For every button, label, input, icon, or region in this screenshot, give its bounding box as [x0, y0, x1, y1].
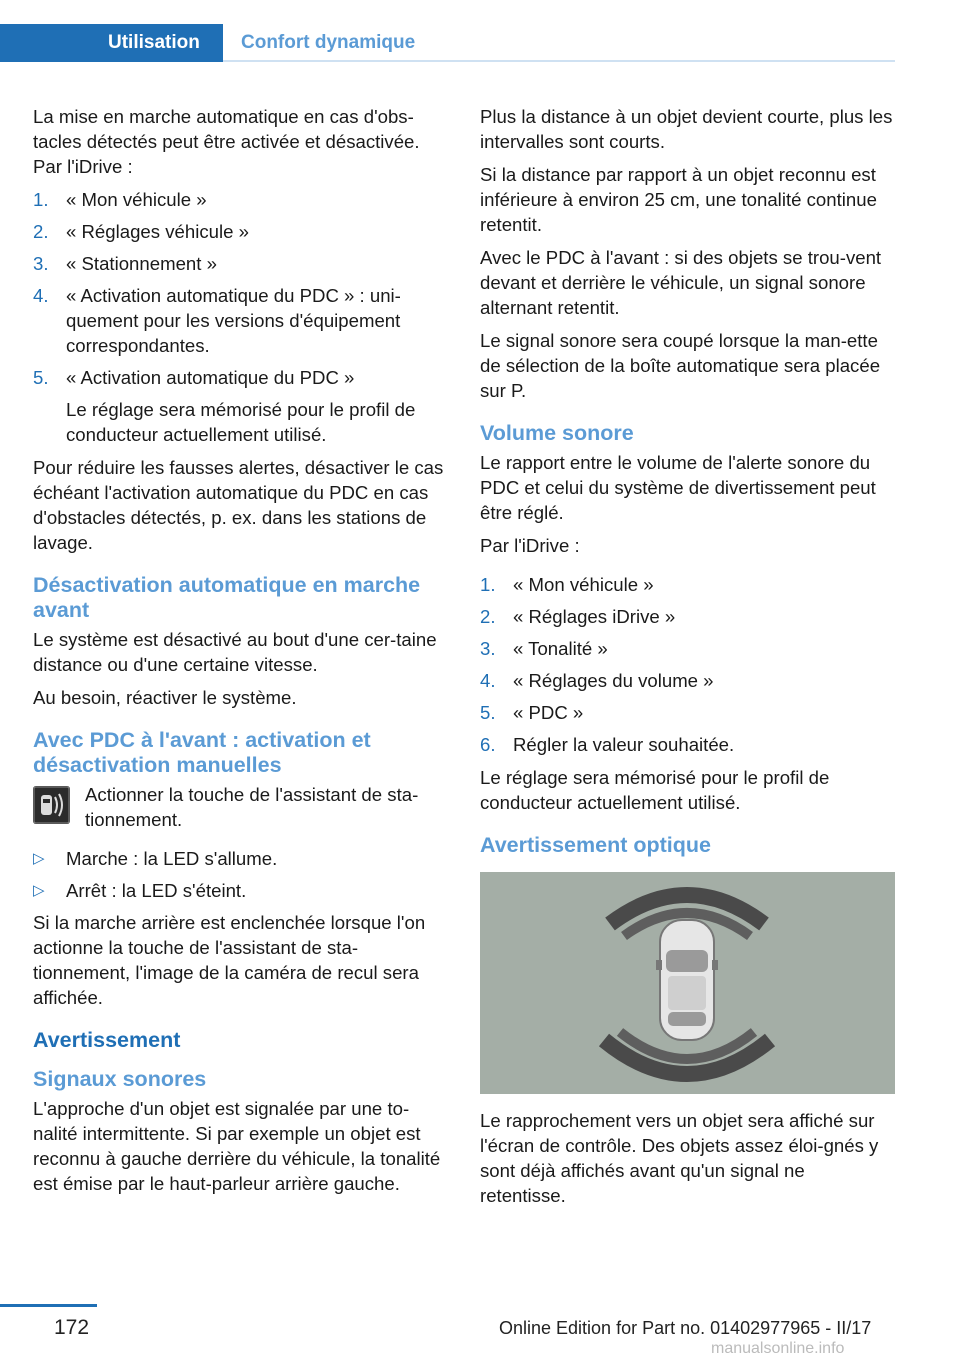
gear-selector-paragraph: Le signal sonore sera coupé lorsque la man-ette de sélection de la boîte automatique sera placée sur P.	[480, 330, 881, 401]
page-number: 172	[54, 1316, 90, 1339]
volume-paragraph: Le rapport entre le volume de l'alerte sonore du PDC et celui du système de divertissement peut être réglé.	[480, 452, 876, 523]
list-item	[33, 846, 448, 871]
list-item	[480, 732, 895, 757]
false-alerts-paragraph: Pour réduire les fausses alertes, désactiver le cas échéant l'activation automatique du PDC en cas d'obstacles détectés, p. ex. dans les stations de lavage.	[33, 457, 444, 553]
step-number: 2.	[33, 221, 49, 242]
list-item	[480, 700, 895, 725]
front-rear-paragraph: Avec le PDC à l'avant : si des objets se trou-vent devant et derrière le véhicule, un signal sonore alternant retentit.	[480, 247, 882, 318]
continuous-tone-paragraph: Si la distance par rapport à un objet reconnu est inférieure à environ 25 cm, une tonalité continue retentit.	[480, 164, 877, 235]
heading-volume: Volume sonore	[480, 421, 634, 445]
interval-paragraph: Plus la distance à un objet devient courte, plus les intervalles sont courts.	[480, 106, 893, 152]
reactivate-paragraph: Au besoin, réactiver le système.	[33, 687, 297, 708]
step-number: 1.	[33, 189, 49, 210]
list-item	[480, 636, 895, 661]
bullet-triangle-icon: ▷	[33, 882, 45, 899]
intro-paragraph: La mise en marche automatique en cas d'obs-tacles détectés peut être activée et désactivée. Par l'iDrive :	[33, 106, 420, 177]
list-item	[33, 283, 448, 358]
step-number: 5.	[480, 702, 496, 723]
acoustic-paragraph: L'approche d'un objet est signalée par une to-nalité intermittente. Si par exemple un objet est reconnu à gauche derrière du véhicule, la tonalité est émise par le haut-parleur arrière gauche.	[33, 1098, 441, 1194]
reverse-camera-paragraph: Si la marche arrière est enclenchée lorsque l'on actionne la touche de l'assistant de sta-tionnement, l'image de la caméra de recul sera affichée.	[33, 912, 426, 1008]
step-text: « Activation automatique du PDC »	[66, 367, 355, 388]
step-text: « Mon véhicule »	[66, 189, 207, 210]
right-column	[480, 104, 895, 1216]
pdc-display-illustration	[480, 872, 895, 1094]
step-text: « PDC »	[513, 702, 584, 723]
bullet-triangle-icon: ▷	[33, 850, 45, 867]
step-text: « Activation automatique du PDC » : uni-quement pour les versions d'équipement correspondantes.	[66, 285, 401, 356]
list-item	[480, 668, 895, 693]
left-steps-list	[33, 187, 448, 447]
button-instruction-text: Actionner la touche de l'assistant de sta-tionnement.	[85, 784, 419, 830]
step-number: 6.	[480, 734, 496, 755]
step-number: 5.	[33, 367, 49, 388]
list-item	[33, 878, 448, 903]
saved-profile-paragraph: Le réglage sera mémorisé pour le profil de conducteur actuellement utilisé.	[480, 767, 830, 813]
step-text: « Mon véhicule »	[513, 574, 654, 595]
left-column	[33, 104, 448, 1204]
step-text: « Réglages du volume »	[513, 670, 714, 691]
deactivation-paragraph: Le système est désactivé au bout d'une cer-taine distance ou d'une certaine vitesse.	[33, 629, 437, 675]
heading-warning: Avertissement	[33, 1028, 181, 1052]
right-steps-list	[480, 572, 895, 757]
heading-optical-warning: Avertissement optique	[480, 833, 711, 857]
step-number: 4.	[33, 285, 49, 306]
heading-manual-activation: Avec PDC à l'avant : activation et désactivation manuelles	[33, 728, 371, 777]
step-text: « Réglages véhicule »	[66, 221, 249, 242]
step-number: 2.	[480, 606, 496, 627]
idrive-paragraph: Par l'iDrive :	[480, 535, 580, 556]
step-number: 1.	[480, 574, 496, 595]
step-text: « Stationnement »	[66, 253, 217, 274]
footer-rule	[0, 1304, 97, 1307]
parking-assistant-button-icon	[33, 786, 70, 824]
heading-deactivation: Désactivation automatique en marche avant	[33, 573, 421, 622]
button-instruction	[33, 782, 448, 832]
bullet-text: Marche : la LED s'allume.	[66, 848, 278, 869]
step-sub-text: Le réglage sera mémorisé pour le profil de conducteur actuellement utilisé.	[66, 399, 416, 445]
edition-line: Online Edition for Part no. 01402977965 - II/17	[499, 1318, 872, 1338]
step-number: 4.	[480, 670, 496, 691]
car-sensor-diagram	[480, 872, 895, 1094]
list-item	[480, 604, 895, 629]
list-item	[33, 219, 448, 244]
step-number: 3.	[33, 253, 49, 274]
tab-utilisation[interactable]: Utilisation	[0, 24, 223, 62]
optical-paragraph: Le rapprochement vers un objet sera affiché sur l'écran de contrôle. Des objets assez éloi-gnés y sont déjà affichés avant qu'un signal ne retentisse.	[480, 1110, 879, 1206]
list-item	[33, 251, 448, 276]
step-text: « Tonalité »	[513, 638, 608, 659]
list-item	[33, 187, 448, 212]
heading-acoustic-signals: Signaux sonores	[33, 1067, 207, 1091]
tab-confort-dynamique[interactable]: Confort dynamique	[223, 24, 895, 62]
step-number: 3.	[480, 638, 496, 659]
list-item	[480, 572, 895, 597]
step-text: Régler la valeur souhaitée.	[513, 734, 735, 755]
step-text: « Réglages iDrive »	[513, 606, 676, 627]
list-item	[33, 365, 448, 447]
bullet-text: Arrêt : la LED s'éteint.	[66, 880, 247, 901]
watermark: manualsonline.info	[711, 1340, 845, 1357]
